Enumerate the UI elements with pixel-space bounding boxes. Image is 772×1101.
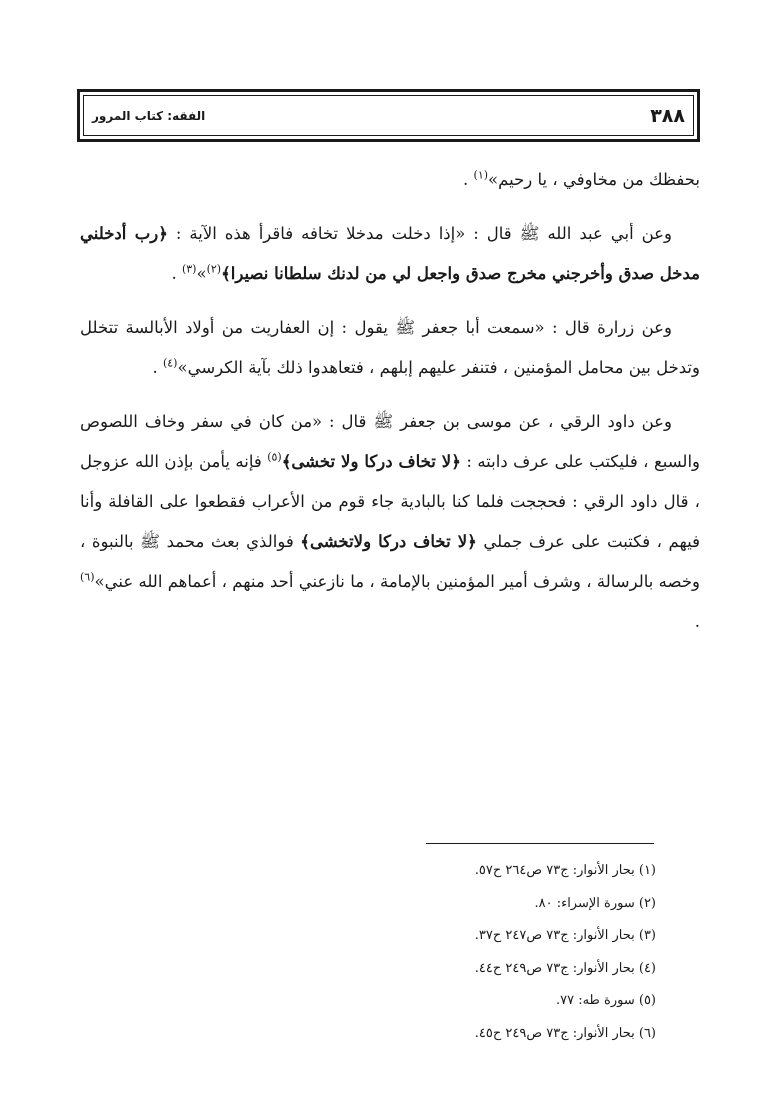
footnote-item: (٤) بحار الأنوار: ج٧٣ ص٢٤٩ ح٤٤.	[474, 960, 656, 976]
paragraph-2-text: وعن أبي عبد الله ﷺ قال : «إذا دخلت مدخلا تخافه فاقرأ هذه الآية :	[167, 224, 672, 243]
footnote-item: (٥) سورة طه: ٧٧.	[555, 993, 656, 1008]
footnote-ref-6: (٦)	[80, 570, 95, 584]
footnote-ref-4: (٤)	[162, 356, 178, 370]
paragraph-4	[80, 402, 700, 642]
quran-verse-2: ﴿لا تخاف دركا ولا تخشى﴾	[281, 452, 461, 471]
paragraph-4-text-2: فإنه يأمن بإذن الله عزوجل ، قال داود الرقي : فحججت فلما كنا بالبادية جاء قوم من الأعراب فقطعوا على القافلة وأنا فيهم ، فكتبت على عرف جملي	[80, 452, 700, 551]
footnote-item: (٦) بحار الأنوار: ج٧٣ ص٢٤٩ ح٤٥.	[474, 1025, 656, 1041]
paragraph-4-end: .	[694, 612, 700, 631]
paragraph-1	[80, 160, 700, 200]
paragraph-3-end: .	[152, 358, 163, 377]
paragraph-2-quote-close: »	[196, 264, 207, 283]
paragraph-3-text: وعن زرارة قال : «سمعت أبا جعفر ﷺ يقول : إن العفاريت من أولاد الأبالسة تتخلل وتدخل بين محامل المؤمنين ، فتنفر عليهم إبلهم ، فتعاهدوا ذلك بآية الكرسي»	[80, 318, 700, 377]
footnote-separator	[426, 843, 654, 844]
paragraph-3	[80, 308, 700, 388]
paragraph-1-text: بحفظك من مخاوفي ، يا رحيم»	[488, 170, 700, 189]
paragraph-2	[80, 214, 700, 294]
paragraph-4-text-1: وعن داود الرقي ، عن موسى بن جعفر ﷺ قال : «من كان في سفر وخاف اللصوص والسبع ، فليكتب على عرف دابته :	[80, 412, 701, 471]
footnotes	[200, 855, 656, 1050]
paragraph-2-end: .	[171, 264, 182, 283]
running-title: الفقه: كتاب المرور	[92, 108, 206, 123]
quran-verse-1: ﴿رب أدخلني مدخل صدق وأخرجني مخرج صدق واجعل لي من لدنك سلطانا نصيرا﴾	[80, 224, 700, 283]
footnote-ref-5: (٥)	[267, 450, 282, 464]
footnote-item: (٢) سورة الإسراء: ٨٠.	[534, 895, 656, 911]
page-header	[83, 95, 694, 136]
footnote-ref-1: (١)	[473, 168, 489, 182]
footnote-item: (٣) بحار الأنوار: ج٧٣ ص٢٤٧ ح٣٧.	[474, 928, 656, 943]
page-header-frame	[77, 89, 700, 142]
paragraph-4-text-3: فوالذي بعث محمد ﷺ بالنبوة ، وخصه بالرسالة ، وشرف أمير المؤمنين بالإمامة ، ما نازعني أحد منهم ، أعماهم الله عني»	[80, 532, 700, 591]
quran-verse-3: ﴿لا تخاف دركا ولاتخشى﴾	[300, 532, 477, 551]
main-text	[80, 160, 700, 656]
footnote-ref-3: (٣)	[181, 262, 197, 276]
paragraph-1-end: .	[463, 170, 474, 189]
footnote-item: (١) بحار الأنوار: ج٧٣ ص٢٦٤ ح٥٧.	[474, 863, 656, 878]
footnote-ref-2: (٢)	[206, 262, 222, 276]
page-number: ٣٨٨	[650, 104, 685, 127]
